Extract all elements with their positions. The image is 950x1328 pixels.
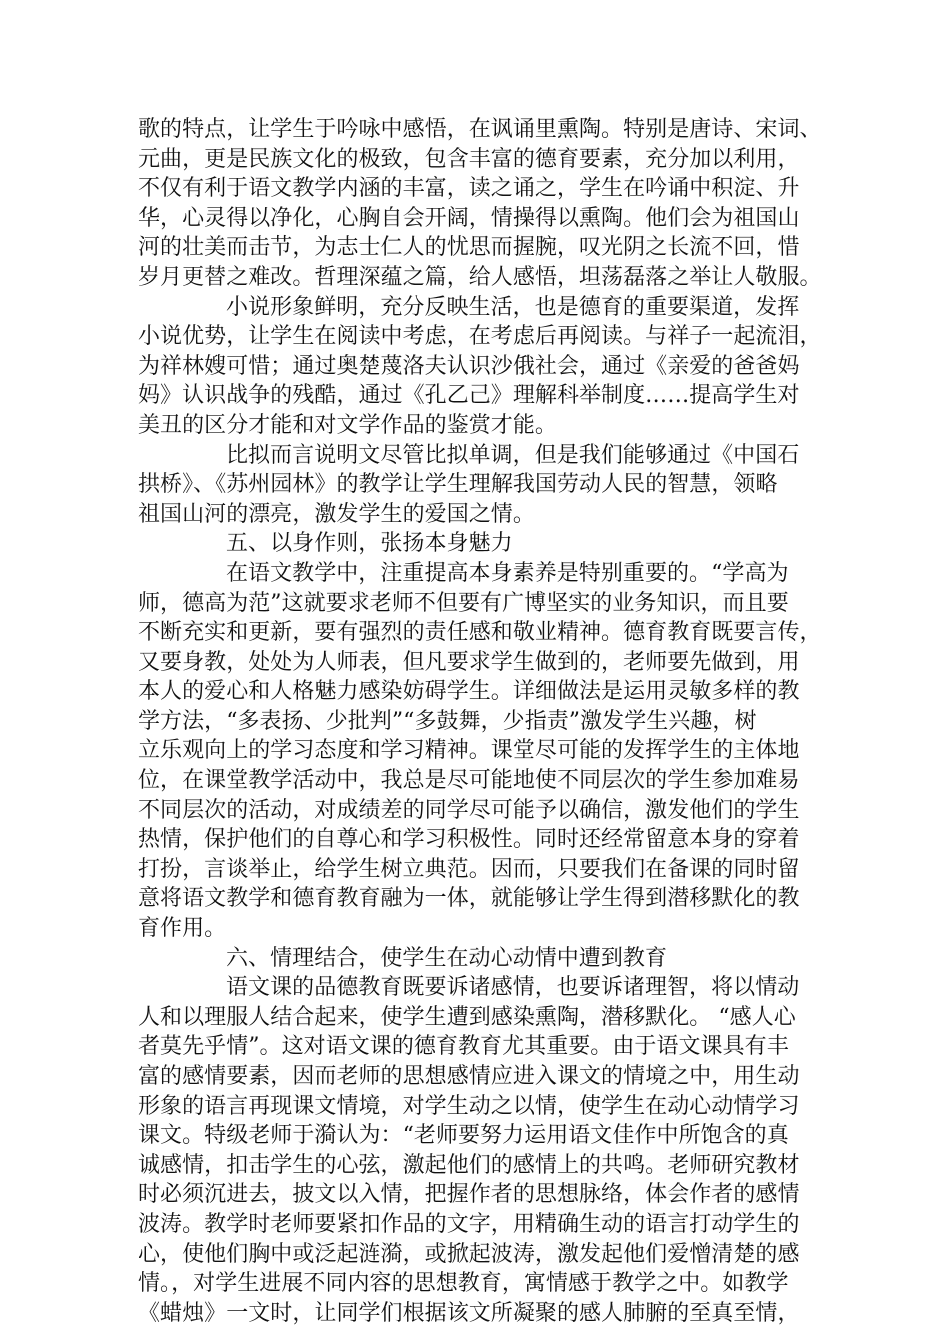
text-line: 情。，对学生进展不同内容的思想教育，寓情感于教学之中。如教学 [138, 1271, 789, 1297]
text-line: 小说优势，让学生在阅读中考虑，在考虑后再阅读。与祥子一起流泪， [138, 324, 822, 350]
text-line: 意将语文教学和德育教育融为一体，就能够让学生得到潜移默化的教 [138, 886, 800, 912]
text-line: 祖国山河的漂亮，激发学生的爱国之情。 [138, 501, 535, 527]
text-line: 波涛。教学时老师要紧扣作品的文字，用精确生动的语言打动学生的 [138, 1211, 800, 1237]
text-line: 小说形象鲜明，充分反映生活，也是德育的重要渠道，发挥 [226, 294, 800, 320]
text-line: 课文。特级老师于漪认为：“老师要努力运用语文佳作中所饱含的真 [138, 1123, 789, 1149]
text-line: 河的壮美而击节，为志士仁人的忧思而握腕，叹光阴之长流不回，惜 [138, 235, 800, 261]
text-line: 打扮，言谈举止，给学生树立典范。因而，只要我们在备课的同时留 [138, 856, 800, 882]
text-line: 育作用。 [138, 916, 227, 942]
text-line: 又要身教，处处为人师表，但凡要求学生做到的，老师要先做到，用 [138, 649, 800, 675]
text-line: 比拟而言说明文尽管比拟单调，但是我们能够通过《中国石 [226, 442, 800, 468]
text-line: 岁月更替之难改。哲理深蕴之篇，给人感悟，坦荡磊落之举让人敬服。 [138, 264, 822, 290]
text-line: 不断充实和更新，要有强烈的责任感和敬业精神。德育教育既要言传， [138, 620, 822, 646]
text-line: 在语文教学中，注重提高本身素养是特别重要的。“学高为 [226, 560, 789, 586]
text-line: 心，使他们胸中或泛起涟漪，或掀起波涛，激发起他们爱憎清楚的感 [138, 1241, 800, 1267]
text-line: 歌的特点，让学生于吟咏中感悟，在讽诵里熏陶。特别是唐诗、宋词、 [138, 117, 822, 142]
text-line: 拱桥》、《苏州园林》的教学让学生理解我国劳动人民的智慧，领略 [138, 472, 778, 498]
text-line: 华，心灵得以净化，心胸自会开阔，情操得以熏陶。他们会为祖国山 [138, 205, 800, 231]
document-page [138, 115, 822, 1328]
text-line: 师，德高为范”这就要求老师不但要有广博坚实的业务知识，而且要 [138, 590, 789, 616]
text-line: 诚感情，扣击学生的心弦，激起他们的感情上的共鸣。老师研究教材 [138, 1152, 800, 1178]
text-line: 不仅有利于语文教学内涵的丰富，读之诵之，学生在吟诵中积淀、升 [138, 176, 800, 202]
text-line: 不同层次的活动，对成绩差的同学尽可能予以确信，激发他们的学生 [138, 797, 800, 823]
text-line: 为祥林嫂可惜；通过奥楚蔑洛夫认识沙俄社会，通过《亲爱的爸爸妈 [138, 353, 800, 379]
text-line: 时必须沉进去，披文以入情，把握作者的思想脉络，体会作者的感情 [138, 1182, 800, 1208]
text-line: 语文课的品德教育既要诉诸感情，也要诉诸理智，将以情动 [226, 975, 800, 1001]
text-line: 形象的语言再现课文情境，对学生动之以情，使学生在动心动情学习 [138, 1093, 800, 1119]
text-line: 人和以理服人结合起来，使学生遭到感染熏陶，潜移默化。 “感人心 [138, 1004, 796, 1030]
text-line: 学方法，“多表扬、少批判”“多鼓舞，少指责”激发学生兴趣，树 [138, 708, 757, 734]
text-line: 美丑的区分才能和对文学作品的鉴赏才能。 [138, 412, 557, 438]
text-line: 富的感情要素，因而老师的思想感情应进入课文的情境之中，用生动 [138, 1064, 800, 1089]
text-line: 妈》认识战争的残酷，通过《孔乙己》理解科举制度……提高学生对 [138, 383, 800, 409]
text-line: 元曲，更是民族文化的极致，包含丰富的德育要素，充分加以利用， [138, 146, 800, 172]
text-line: 者莫先乎情”。这对语文课的德育教育尤其重要。由于语文课具有丰 [138, 1034, 789, 1060]
text-line: 热情，保护他们的自尊心和学习积极性。同时还经常留意本身的穿着 [138, 827, 800, 853]
text-line: 六、情理结合，使学生在动心动情中遭到教育 [226, 945, 668, 971]
text-line: 位，在课堂教学活动中，我总是尽可能地使不同层次的学生参加难易 [138, 768, 800, 794]
text-line: 五、以身作则，张扬本身魅力 [226, 531, 513, 557]
text-line: 《蜡烛》一文时，让同学们根据该文所凝聚的感人肺腑的至真至情， [138, 1300, 800, 1326]
text-line: 本人的爱心和人格魅力感染妨碍学生。详细做法是运用灵敏多样的教 [138, 679, 800, 705]
text-line: 立乐观向上的学习态度和学习精神。课堂尽可能的发挥学生的主体地 [138, 738, 800, 764]
